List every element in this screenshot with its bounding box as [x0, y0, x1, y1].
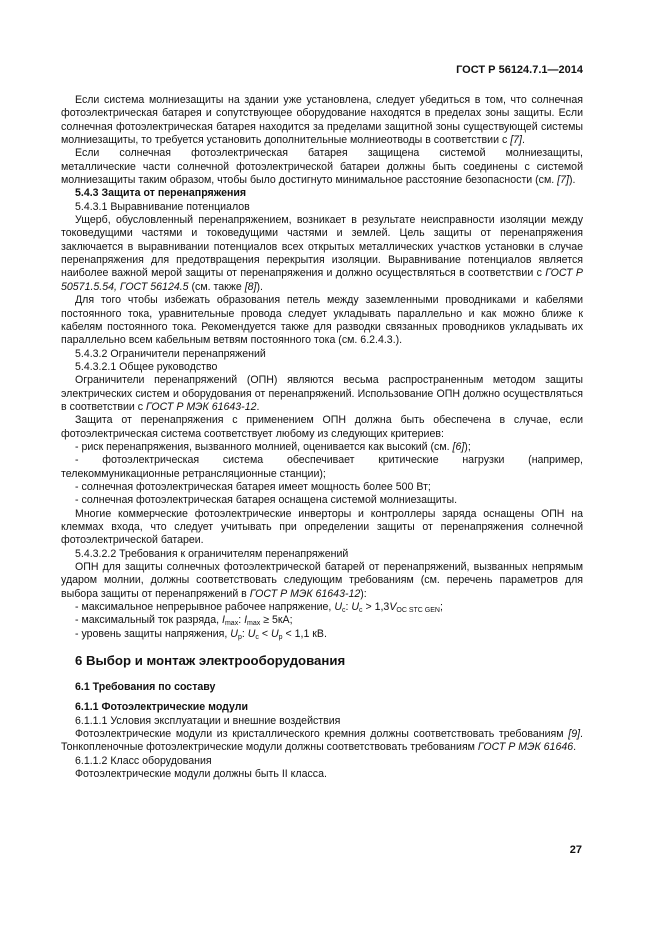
paragraph-line: Если солнечная фотоэлектрическая батарея защищена системой молниезащиты,	[75, 147, 583, 160]
page-number: 27	[569, 844, 582, 856]
reference: ГОСТ Р 50571.5.54, ГОСТ 56124.5	[61, 267, 583, 293]
reference: [7]	[510, 134, 522, 147]
section-heading: 6.1 Требования по составу	[75, 681, 216, 694]
list-item: - максимальное непрерывное рабочее напряжение, $U_c$: $U_c > 1,3V_{OC STC GEN}$;	[75, 601, 443, 615]
chapter-heading: 6 Выбор и монтаж электрооборудования	[75, 653, 346, 669]
page-body	[61, 94, 583, 782]
list-item-continued: телекоммуникационные ретрансляционные станции);	[61, 467, 326, 480]
paragraph: Если система молниезащиты на здании уже установлена, следует убедиться в том, что солнечная фотоэлектрическая батарея и сопутствующее оборудование находятся в пределах зоны защиты. Если солнечная фотоэлектрическая батарея находится за пределами защитной зоны существующей системы молниезащиты, то требуется установить дополнительные молниеотводы в соответствии с [7].	[61, 94, 583, 147]
reference: [6]	[452, 440, 465, 453]
paragraph: Многие коммерческие фотоэлектрические инверторы и контроллеры заряда оснащены ОПН на клеммах входа, что следует учитывать при определении защиты от перенапряжения солнечной фотоэлектрической батареи.	[61, 507, 583, 547]
paragraph: Защита от перенапряжения с применением ОПН должна быть обеспечена в случае, если фотоэлектрическая система соответствует любому из следующих критериев:	[61, 414, 583, 440]
reference: [9]	[568, 728, 581, 741]
section-heading: 5.4.3 Защита от перенапряжения	[75, 187, 247, 200]
list-item: - солнечная фотоэлектрическая батарея имеет мощность более 500 Вт;	[75, 480, 431, 493]
reference: ГОСТ Р МЭК 61643-12	[249, 587, 361, 600]
subsection-heading: 5.4.3.2 Ограничители перенапряжений	[75, 347, 266, 360]
paragraph: Фотоэлектрические модули из кристаллического кремния должны соответствовать требованиям [9]. Тонкопленочные фотоэлектрические модули должны соответствовать требованиям ГОСТ Р МЭК 61646.	[61, 728, 583, 754]
list-item: - фотоэлектрическая система обеспечивает критические нагрузки (например,	[75, 454, 583, 467]
subsection-heading: 6.1.1.1 Условия эксплуатации и внешние воздействия	[75, 714, 341, 727]
reference: ГОСТ Р МЭК 61643-12	[145, 400, 257, 413]
list-item: - риск перенапряжения, вызванного молнией, оценивается как высокий (см. [6]);	[75, 440, 471, 453]
section-heading: 6.1.1 Фотоэлектрические модули	[75, 701, 248, 714]
subsection-heading: 5.4.3.1 Выравнивание потенциалов	[75, 200, 250, 213]
list-item: - солнечная фотоэлектрическая батарея оснащена системой молниезащиты.	[75, 494, 458, 507]
subsection-heading: 6.1.1.2 Класс оборудования	[75, 754, 212, 767]
list-item: - уровень защиты напряжения, $U_p$: $U_c < U_p < 1,1$ кВ.	[75, 627, 327, 641]
paragraph: металлические части солнечной фотоэлектрической батареи должны быть соединены с системой молниезащиты таким образом, чтобы было достигнуто минимальное расстояние безопасности (см. [7]).	[61, 160, 583, 187]
subsection-heading: 5.4.3.2.1 Общее руководство	[75, 360, 218, 373]
paragraph: Ущерб, обусловленный перенапряжением, возникает в результате неисправности изоляции между токоведущими частями и токоведущими частями и землей. Цель защиты от перенапряжения заключается в выравнивании потенциалов всех открытых металлических участков установки в случае перенапряжения для предотвращения перекрытия изоляции. Выравнивание потенциалов является наиболее важной мерой защиты от перенапряжения и должно осуществляться в соответствии с ГОСТ Р 50571.5.54, ГОСТ 56124.5 (см. также [8]).	[61, 214, 583, 293]
document-header: ГОСТ Р 56124.7.1—2014	[456, 64, 583, 76]
reference: [7]	[557, 174, 569, 187]
paragraph: ОПН для защиты солнечных фотоэлектрической батарей от перенапряжений, вызванных непрямым ударом молнии, должны соответствовать следующим требованиям (см. перечень параметров для выбора защиты от перенапряжений в ГОСТ Р МЭК 61643-12):	[61, 561, 583, 600]
reference: ГОСТ Р МЭК 61646	[477, 741, 574, 754]
paragraph: Фотоэлектрические модули должны быть II класса.	[75, 768, 327, 781]
subsection-heading: 5.4.3.2.2 Требования к ограничителям перенапряжений	[75, 547, 349, 560]
list-item: - максимальный ток разряда, $I_{max}$: $I_{max} \ge 5кА$;	[75, 614, 293, 628]
paragraph: Для того чтобы избежать образования петель между заземленными проводниками и кабелями постоянного тока, уравнительные провода следует укладывать параллельно и как можно ближе к кабелям постоянного тока. Рекомендуется также для разводки связанных проводников укладывать их параллельно всем кабельным ветвям постоянного тока (см. 6.2.4.3.).	[61, 294, 583, 347]
reference: [8]	[244, 280, 257, 293]
paragraph: Ограничители перенапряжений (ОПН) являются весьма распространенным методом защиты электрических систем и оборудования от перенапряжений. Использование ОПН должно осуществляться в соответствии с ГОСТ Р МЭК 61643-12.	[61, 374, 583, 413]
